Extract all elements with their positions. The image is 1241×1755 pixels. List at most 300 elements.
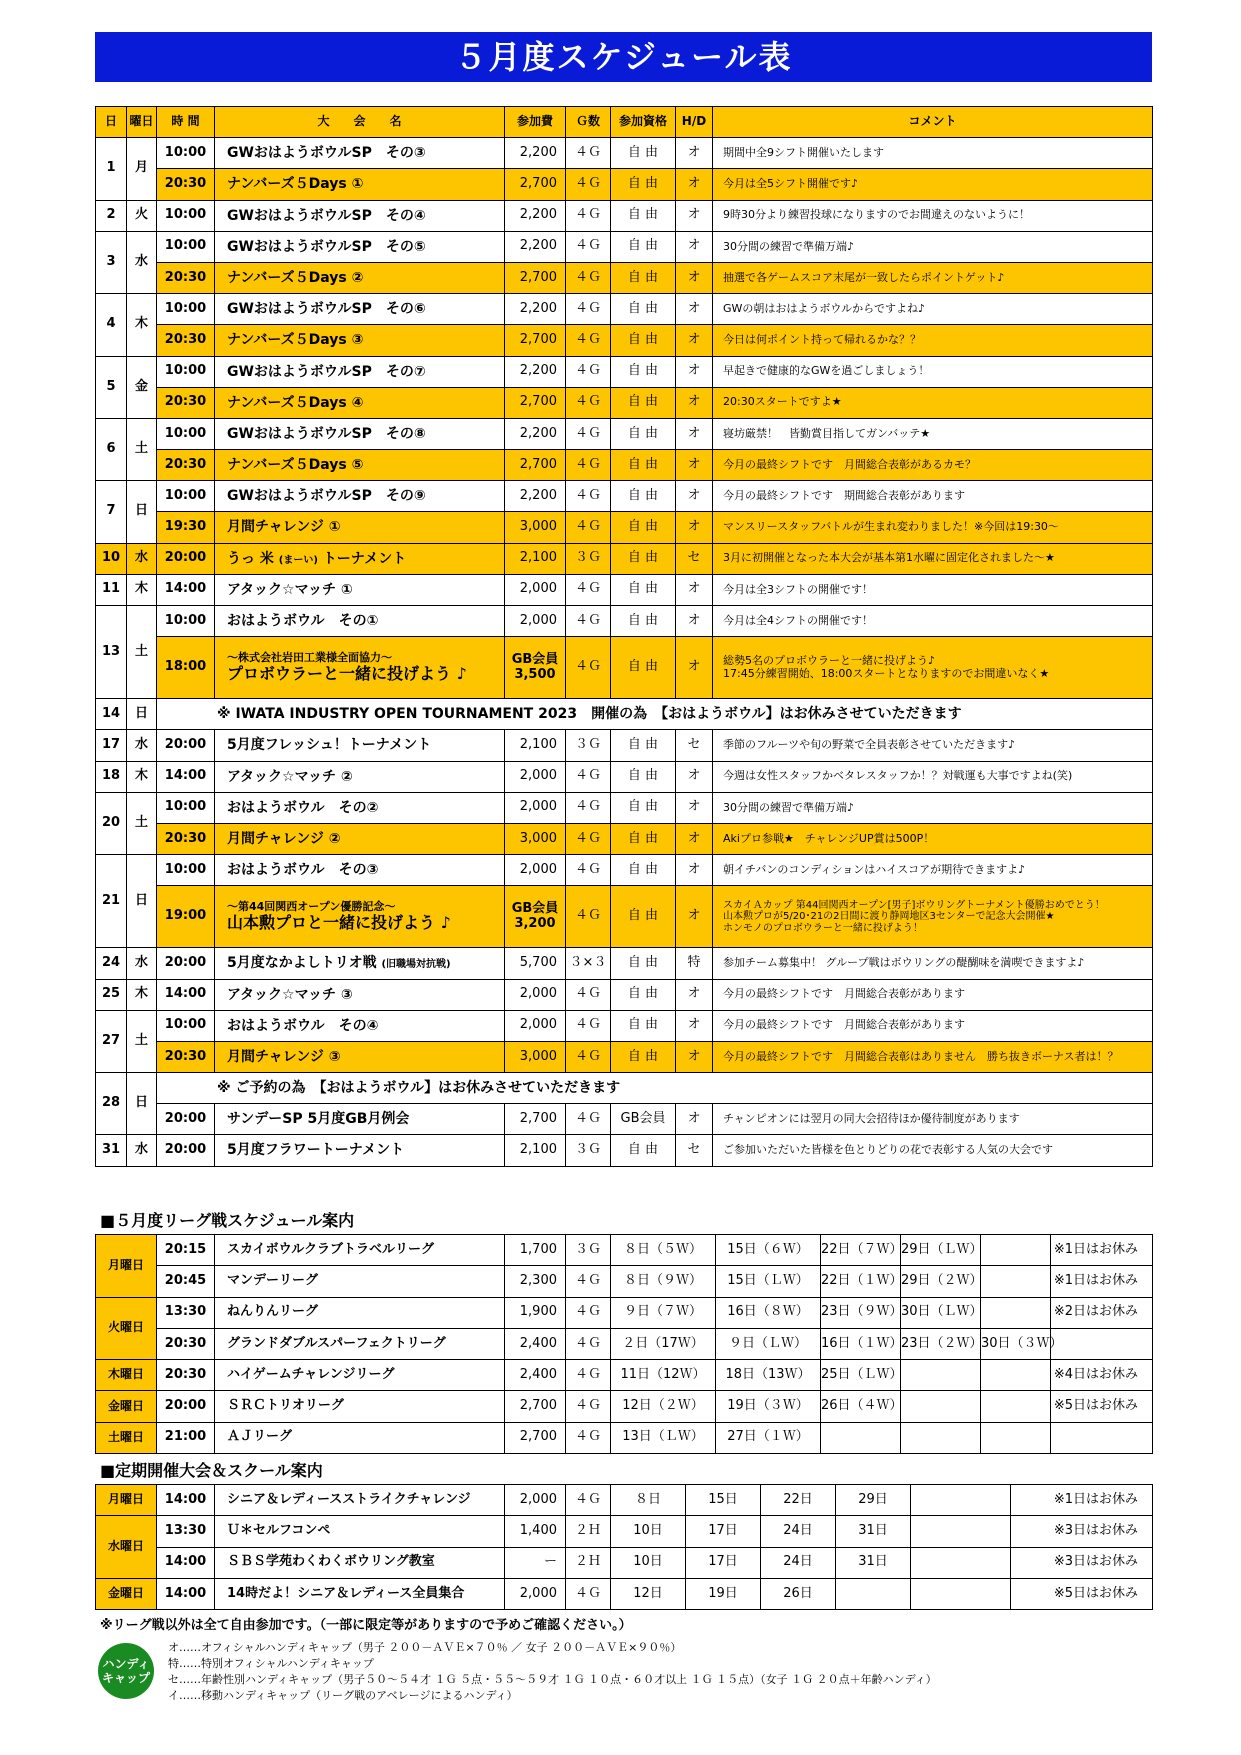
comment-cell: 今月の最終シフトです 月間総合表彰はありません 勝ち抜きボーナス者は！？ [713,1041,1153,1072]
comment-cell: 今月は全4シフトの開催です！ [713,606,1153,637]
fee-cell: 2,100 [505,730,566,761]
time-cell: 10:00 [157,231,215,262]
day-cell: 17 [96,730,127,761]
league-section-title: ■５月度リーグ戦スケジュール案内 [100,1211,355,1230]
date-cell: 18日（13Ｗ） [716,1360,821,1391]
time-cell: 20:00 [157,948,215,979]
league-name-cell: ねんりんリーグ [215,1297,505,1328]
fee-cell: ー [505,1547,566,1578]
table-row [96,1235,1153,1266]
fee-cell: 2,000 [505,855,566,886]
date-cell: 12日 [611,1578,686,1609]
day-cell: 1 [96,138,127,200]
fee-cell: 2,300 [505,1266,566,1297]
comment-cell: 今月の最終シフトです 期間総合表彰があります [713,481,1153,512]
games-cell: ３×３ [566,948,611,979]
comment-line: 総勢5名のプロボウラーと一緒に投げよう♪ [723,654,936,668]
table-row [96,262,1153,293]
qualification-cell: 自 由 [611,262,676,293]
day-cell: 13 [96,606,127,699]
time-cell: 10:00 [157,138,215,169]
games-cell: ４Ｇ [566,387,611,418]
event-cell: サンデーSP 5月度GB月例会 [215,1104,505,1135]
qualification-cell: 自 由 [611,948,676,979]
table-row [96,325,1153,356]
comment-cell [713,637,1153,699]
qualification-cell: 自 由 [611,543,676,574]
fee-cell: 2,700 [505,450,566,481]
event-cell: GWおはようボウルSP その⑦ [215,356,505,387]
dow-cell: 金 [127,356,157,418]
comment-cell: 今月の最終シフトです 月間総合表彰があります [713,979,1153,1010]
fee-cell: 3,000 [505,823,566,854]
games-cell: ４Ｇ [566,294,611,325]
games-cell: ４Ｇ [566,1360,611,1391]
event-note: (旧職場対抗戦) [381,959,451,971]
table-row [96,169,1153,200]
handicap-cell: セ [676,1135,713,1166]
handicap-cell: オ [676,262,713,293]
comment-cell: 寝坊厳禁！ 皆勤賞目指してガンバッテ★ [713,418,1153,449]
time-cell: 14:00 [157,574,215,605]
event-cell: アタック☆マッチ ② [215,761,505,792]
games-cell: ３Ｇ [566,543,611,574]
date-cell: 23日（９Ｗ） [821,1297,901,1328]
table-row [96,1073,1153,1104]
time-cell: 20:45 [157,1266,215,1297]
fee-cell: 2,000 [505,979,566,1010]
time-cell: 14:00 [157,1485,215,1516]
fee-cell: 2,000 [505,1485,566,1516]
handicap-cell: オ [676,979,713,1010]
comment-cell [713,886,1153,948]
comment-cell: 今月は全3シフトの開催です！ [713,574,1153,605]
table-row [96,761,1153,792]
date-cell [981,1297,1051,1328]
handicap-cell: オ [676,761,713,792]
table-row [96,1266,1153,1297]
time-cell: 10:00 [157,1010,215,1041]
handicap-cell: オ [676,1010,713,1041]
comment-cell: 今月の最終シフトです 月間総合表彰があります [713,1010,1153,1041]
date-cell: 19日 [686,1578,761,1609]
date-cell: 29日（ＬＷ） [901,1235,981,1266]
league-name-cell: ＳＲＣトリオリーグ [215,1391,505,1422]
fee-cell: 1,400 [505,1516,566,1547]
qualification-cell: 自 由 [611,1041,676,1072]
fee-cell: 2,000 [505,1010,566,1041]
date-cell: 16日（８Ｗ） [716,1297,821,1328]
dow-cell: 火 [127,200,157,231]
day-cell: 6 [96,418,127,480]
comment-cell: 30分間の練習で準備万端♪ [713,792,1153,823]
fee-cell: 2,200 [505,200,566,231]
fee-cell: 2,700 [505,1391,566,1422]
games-cell: ４Ｇ [566,200,611,231]
games-cell: ４Ｇ [566,792,611,823]
time-cell: 18:00 [157,637,215,699]
dow-cell: 木 [127,574,157,605]
handicap-cell: オ [676,418,713,449]
event-cell: おはようボウル その② [215,792,505,823]
handicap-cell: オ [676,450,713,481]
event-cell [215,637,505,699]
fee-amount: 3,200 [514,915,556,931]
fee-cell: 1,900 [505,1297,566,1328]
note-cell: ※5日はお休み [1011,1578,1153,1609]
weekday-cell: 水曜日 [96,1516,157,1579]
qualification-cell: 自 由 [611,730,676,761]
qualification-cell: 自 由 [611,979,676,1010]
league-name-cell: ＳＢＳ学苑わくわくボウリング教室 [215,1547,505,1578]
day-cell: 20 [96,792,127,854]
qualification-cell: 自 由 [611,1010,676,1041]
time-cell: 14:00 [157,761,215,792]
note-cell: ※3日はお休み [1011,1547,1153,1578]
time-cell: 20:30 [157,325,215,356]
date-cell: ９日（ＬＷ） [716,1328,821,1359]
date-cell: 26日（４Ｗ） [821,1391,901,1422]
school-section-title: ■定期開催大会＆スクール案内 [100,1461,323,1480]
comment-cell: 朝イチバンのコンディションはハイスコアが期待できますよ♪ [713,855,1153,886]
games-cell: ２Ｈ [566,1547,611,1578]
qualification-cell: 自 由 [611,169,676,200]
date-cell: 15日 [686,1485,761,1516]
date-cell: ８日（５Ｗ） [611,1235,716,1266]
qualification-cell: 自 由 [611,823,676,854]
event-cell: おはようボウル その④ [215,1010,505,1041]
event-cell [215,948,505,979]
date-cell [981,1235,1051,1266]
event-cell: GWおはようボウルSP その⑨ [215,481,505,512]
time-cell: 21:00 [157,1422,215,1453]
games-cell: ４Ｇ [566,418,611,449]
qualification-cell: 自 由 [611,387,676,418]
event-tail: トーナメント [322,550,407,567]
games-cell: ４Ｇ [566,1422,611,1453]
table-row [96,948,1153,979]
league-name-cell: グランドダブルスパーフェクトリーグ [215,1328,505,1359]
handicap-cell: オ [676,356,713,387]
games-cell: ４Ｇ [566,356,611,387]
event-cell: GWおはようボウルSP その⑤ [215,231,505,262]
weekday-cell: 月曜日 [96,1235,157,1298]
date-cell: 30日（３Ｗ） [981,1328,1051,1359]
date-cell [836,1578,911,1609]
qualification-cell: 自 由 [611,418,676,449]
games-cell: ４Ｇ [566,1297,611,1328]
comment-line: スカイＡカップ 第44回関西オープン[男子]ボウリングトーナメント優勝おめでとう！ [723,899,1105,911]
event-cell: GWおはようボウルSP その⑧ [215,418,505,449]
handicap-cell: オ [676,481,713,512]
qualification-cell: 自 由 [611,512,676,543]
dow-cell: 水 [127,948,157,979]
table-row [96,699,1153,730]
page-title: ５月度スケジュール表 [95,32,1152,82]
weekday-cell: 金曜日 [96,1391,157,1422]
comment-line: 山本勲プロが5/20･21の2日間に渡り静岡地区3センターで記念大会開催★ [723,911,1055,923]
league-name-cell: マンデーリーグ [215,1266,505,1297]
comment-cell: 9時30分より練習投球になりますのでお間違えのないように！ [713,200,1153,231]
comment-cell: 今月の最終シフトです 月間総合表彰があるカモ？ [713,450,1153,481]
event-cell: おはようボウル その① [215,606,505,637]
legend-item: オ……オフィシャルハンディキャップ（男子 ２００－ＡＶＥ×７０％ ／ 女子 ２００－ＡＶＥ×９０％） [168,1641,682,1654]
qualification-cell: 自 由 [611,231,676,262]
table-row [96,1360,1153,1391]
comment-cell: チャンピオンには翌月の同大会招待ほか優待制度があります [713,1104,1153,1135]
day-cell: 7 [96,481,127,543]
table-row [96,1391,1153,1422]
games-cell: ４Ｇ [566,1578,611,1609]
comment-cell: マンスリースタッフバトルが生まれ変わりました！※今回は19:30～ [713,512,1153,543]
fee-cell: 3,000 [505,1041,566,1072]
league-name-cell: ハイゲームチャレンジリーグ [215,1360,505,1391]
event-subtitle: ～第44回関西オープン優勝記念～ [227,900,396,914]
time-cell: 20:00 [157,1104,215,1135]
event-cell: 月間チャレンジ ① [215,512,505,543]
handicap-cell: オ [676,606,713,637]
dow-cell: 木 [127,294,157,356]
qualification-cell: 自 由 [611,574,676,605]
closure-notice: ※ ご予約の為 【おはようボウル】はお休みさせていただきます [157,1073,1153,1104]
games-cell: ４Ｇ [566,979,611,1010]
note-cell [1051,1422,1153,1453]
dow-cell: 水 [127,231,157,293]
date-cell: 22日（１Ｗ） [821,1266,901,1297]
dow-cell: 日 [127,481,157,543]
qualification-cell: 自 由 [611,200,676,231]
table-row [96,979,1153,1010]
time-cell: 10:00 [157,606,215,637]
date-cell: 17日 [686,1547,761,1578]
event-main: うっ 米 [227,550,274,567]
fee-cell: 5,700 [505,948,566,979]
comment-cell: 期間中全9シフト開催いたします [713,138,1153,169]
dow-cell: 水 [127,1135,157,1166]
dow-cell: 土 [127,792,157,854]
date-cell: 31日 [836,1547,911,1578]
fee-cell: 2,200 [505,356,566,387]
handicap-badge [98,1643,154,1699]
comment-cell: Akiプロ参戦★ チャレンジUP賞は500P！ [713,823,1153,854]
comment-cell: 今日は何ポイント持って帰れるかな？？ [713,325,1153,356]
handicap-cell: オ [676,1041,713,1072]
league-name-cell: スカイボウルクラブトラベルリーグ [215,1235,505,1266]
fee-cell: 2,700 [505,1422,566,1453]
date-cell: 22日（７Ｗ） [821,1235,901,1266]
weekday-cell: 土曜日 [96,1422,157,1453]
date-cell: 10日 [611,1516,686,1547]
date-cell [981,1266,1051,1297]
day-cell: 3 [96,231,127,293]
dow-cell: 日 [127,1073,157,1135]
qualification-cell: 自 由 [611,325,676,356]
spacer-cell [911,1516,1011,1547]
date-cell [821,1422,901,1453]
dow-cell: 木 [127,761,157,792]
note-cell: ※3日はお休み [1011,1516,1153,1547]
event-cell: ナンバーズ５Days ③ [215,325,505,356]
games-cell: ４Ｇ [566,450,611,481]
dow-cell: 土 [127,418,157,480]
date-cell: 17日 [686,1516,761,1547]
games-cell: ４Ｇ [566,1041,611,1072]
table-row [96,450,1153,481]
league-name-cell: ＡＪリーグ [215,1422,505,1453]
comment-cell: ご参加いただいた皆様を色とりどりの花で表彰する人気の大会です [713,1135,1153,1166]
handicap-cell: オ [676,294,713,325]
games-cell: ４Ｇ [566,1104,611,1135]
weekday-cell: 火曜日 [96,1297,157,1360]
comment-cell: 3月に初開催となった本大会が基本第1水曜に固定化されました～★ [713,543,1153,574]
time-cell: 20:00 [157,1135,215,1166]
event-subtitle: ～株式会社岩田工業様全面協力～ [227,651,392,665]
table-row [96,606,1153,637]
date-cell: 27日（１Ｗ） [716,1422,821,1453]
day-cell: 5 [96,356,127,418]
handicap-cell: セ [676,730,713,761]
date-cell: 10日 [611,1547,686,1578]
handicap-cell: オ [676,855,713,886]
date-cell: 12日（２Ｗ） [611,1391,716,1422]
fee-cell: 2,700 [505,169,566,200]
handicap-cell: オ [676,1104,713,1135]
league-table [95,1234,1153,1454]
time-cell: 10:00 [157,792,215,823]
note-cell: ※1日はお休み [1051,1235,1153,1266]
time-cell: 19:30 [157,512,215,543]
table-row [96,1516,1153,1547]
comment-cell: 季節のフルーツや旬の野菜で全員表彰させていただきます♪ [713,730,1153,761]
table-row [96,823,1153,854]
qualification-cell: 自 由 [611,886,676,948]
dow-cell: 土 [127,1010,157,1072]
table-row [96,138,1153,169]
date-cell [981,1391,1051,1422]
event-cell: 月間チャレンジ ③ [215,1041,505,1072]
qualification-cell: 自 由 [611,356,676,387]
date-cell: 16日（１Ｗ） [821,1328,901,1359]
qualification-cell: 自 由 [611,792,676,823]
games-cell: ４Ｇ [566,606,611,637]
time-cell: 10:00 [157,481,215,512]
event-cell: アタック☆マッチ ① [215,574,505,605]
handicap-cell: セ [676,543,713,574]
date-cell [901,1391,981,1422]
day-cell: 28 [96,1073,127,1135]
fee-cell: 2,400 [505,1328,566,1359]
qualification-cell: GB会員 [611,1104,676,1135]
note-cell: ※5日はお休み [1051,1391,1153,1422]
handicap-cell: オ [676,138,713,169]
note-cell [1051,1328,1153,1359]
day-cell: 10 [96,543,127,574]
games-cell: ４Ｇ [566,855,611,886]
event-cell: ナンバーズ５Days ⑤ [215,450,505,481]
date-cell [981,1360,1051,1391]
event-cell: ナンバーズ５Days ① [215,169,505,200]
date-cell: 15日（ＬＷ） [716,1266,821,1297]
fee-cell: 1,700 [505,1235,566,1266]
games-cell: ４Ｇ [566,886,611,948]
comment-cell: 抽選で各ゲームスコア末尾が一致したらポイントゲット♪ [713,262,1153,293]
time-cell: 20:00 [157,543,215,574]
games-cell: ４Ｇ [566,169,611,200]
league-name-cell: シニア＆レディースストライクチャレンジ [215,1485,505,1516]
table-row [96,1485,1153,1516]
day-cell: 21 [96,855,127,948]
table-row [96,512,1153,543]
fee-cell: 2,400 [505,1360,566,1391]
note-cell: ※2日はお休み [1051,1297,1153,1328]
date-cell: 30日（ＬＷ） [901,1297,981,1328]
event-cell: おはようボウル その③ [215,855,505,886]
qualification-cell: 自 由 [611,294,676,325]
fee-cell [505,886,566,948]
fee-cell: 2,200 [505,481,566,512]
league-name-cell: 14時だよ！シニア＆レディース全員集合 [215,1578,505,1609]
handicap-cell: オ [676,886,713,948]
table-row [96,1547,1153,1578]
event-cell: GWおはようボウルSP その③ [215,138,505,169]
weekday-cell: 金曜日 [96,1578,157,1609]
header-day: 日 [96,107,127,138]
fee-cell: 2,700 [505,262,566,293]
fee-cell: 2,000 [505,761,566,792]
handicap-cell: オ [676,574,713,605]
games-cell: ４Ｇ [566,761,611,792]
table-row [96,1328,1153,1359]
dow-cell: 木 [127,979,157,1010]
event-title: プロボウラーと一緒に投げよう ♪ [227,663,467,683]
spacer-cell [911,1547,1011,1578]
handicap-cell: オ [676,200,713,231]
time-cell: 20:00 [157,1391,215,1422]
time-cell: 14:00 [157,979,215,1010]
games-cell: ３Ｇ [566,1135,611,1166]
qualification-cell: 自 由 [611,637,676,699]
spacer-cell [911,1578,1011,1609]
note-cell: ※4日はお休み [1051,1360,1153,1391]
date-cell: 26日 [761,1578,836,1609]
table-row [96,1135,1153,1166]
note-cell: ※1日はお休み [1011,1485,1153,1516]
day-cell: 18 [96,761,127,792]
fee-cell: 2,700 [505,325,566,356]
time-cell: 20:00 [157,730,215,761]
header-handicap: H/D [676,107,713,138]
date-cell: ８日（９Ｗ） [611,1266,716,1297]
legend-item: 特……特別オフィシャルハンディキャップ [168,1657,374,1670]
table-row [96,1104,1153,1135]
header-event: 大 会 名 [215,107,505,138]
qualification-cell: 自 由 [611,1135,676,1166]
handicap-cell: オ [676,169,713,200]
table-row [96,231,1153,262]
date-cell [901,1422,981,1453]
games-cell: ４Ｇ [566,1485,611,1516]
event-cell: GWおはようボウルSP その④ [215,200,505,231]
day-cell: 25 [96,979,127,1010]
games-cell: ４Ｇ [566,1266,611,1297]
handicap-badge-line: キャップ [101,1671,150,1685]
table-row [96,637,1153,699]
games-cell: ４Ｇ [566,512,611,543]
comment-cell: 20:30スタートですよ★ [713,387,1153,418]
handicap-cell: オ [676,637,713,699]
table-row [96,200,1153,231]
fee-cell: 2,700 [505,387,566,418]
